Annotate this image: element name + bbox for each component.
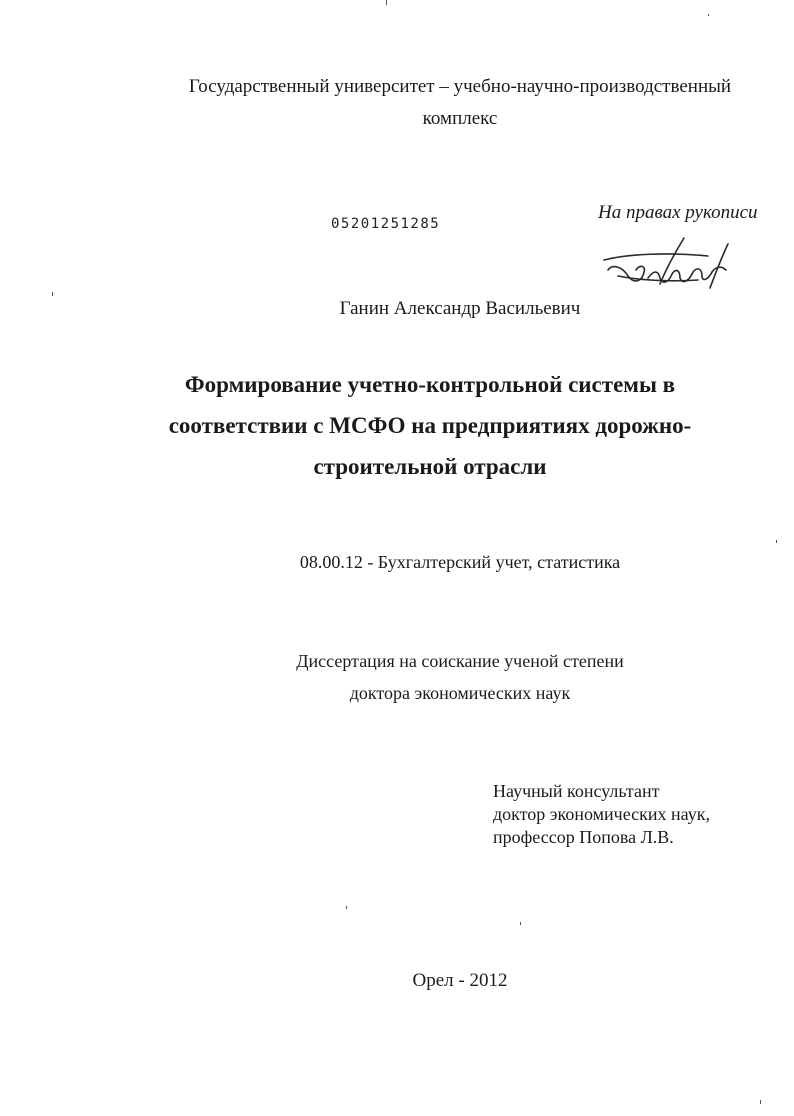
title-line: Формирование учетно-контрольной системы в bbox=[184, 372, 676, 397]
author-name: Ганин Александр Васильевич bbox=[339, 298, 581, 319]
scan-speck bbox=[520, 922, 521, 925]
advisor-role: Научный консультант bbox=[493, 781, 660, 801]
document-number: 05201251285 bbox=[331, 216, 441, 232]
title-line: соответствии с МСФО на предприятиях дорожно- bbox=[168, 413, 692, 438]
title-line: строительной отрасли bbox=[313, 454, 547, 479]
degree-line-1: Диссертация на соискание ученой степени bbox=[296, 651, 624, 671]
scan-speck bbox=[776, 540, 777, 543]
scan-speck bbox=[386, 0, 387, 5]
advisor-name: профессор Попова Л.В. bbox=[493, 827, 674, 847]
degree-line-2: доктора экономических наук bbox=[349, 683, 571, 703]
specialty-code: 08.00.12 - Бухгалтерский учет, статистика bbox=[299, 552, 621, 572]
institution-line-2: комплекс bbox=[422, 108, 498, 129]
scientific-advisor bbox=[493, 780, 710, 849]
place-and-year: Орел - 2012 bbox=[412, 970, 508, 991]
advisor-degree: доктор экономических наук, bbox=[493, 804, 710, 824]
manuscript-rights-note: На правах рукописи bbox=[598, 202, 758, 223]
scan-speck bbox=[760, 1100, 761, 1104]
dissertation-title bbox=[100, 364, 760, 487]
handwritten-signature bbox=[598, 230, 738, 294]
scan-speck bbox=[346, 906, 347, 909]
scan-speck bbox=[52, 292, 53, 296]
institution-line-1: Государственный университет – учебно-научно-производственный bbox=[188, 76, 732, 97]
scan-speck bbox=[708, 14, 709, 16]
